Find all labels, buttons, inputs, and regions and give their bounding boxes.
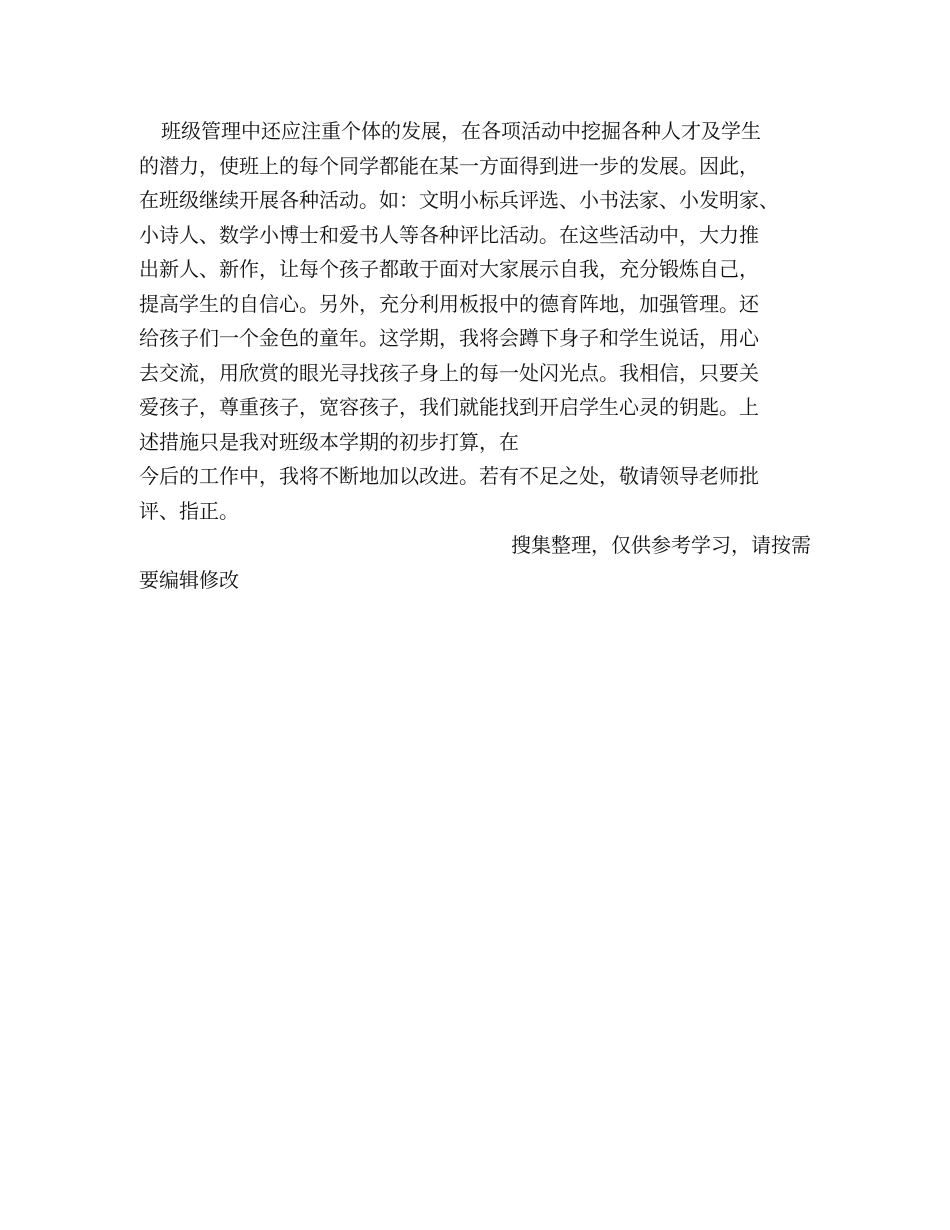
paragraph-line: 的潜力，使班上的每个同学都能在某一方面得到进一步的发展。因此， xyxy=(139,153,759,178)
paragraph-line: 述措施只是我对班级本学期的初步打算，在 xyxy=(139,429,519,454)
paragraph-line: 提高学生的自信心。另外，充分利用板报中的德育阵地，加强管理。还 xyxy=(139,291,759,316)
disclaimer-note-line: 搜集整理，仅供参考学习，请按需 xyxy=(511,533,811,557)
paragraph-line: 去交流，用欣赏的眼光寻找孩子身上的每一处闪光点。我相信，只要关 xyxy=(139,360,759,385)
paragraph-line: 出新人、新作，让每个孩子都敢于面对大家展示自我，充分锻炼自己， xyxy=(139,257,759,281)
disclaimer-note-line: 要编辑修改 xyxy=(139,567,239,592)
paragraph-line: 小诗人、数学小博士和爱书人等各种评比活动。在这些活动中，大力推 xyxy=(139,222,759,247)
document-body xyxy=(139,114,829,597)
paragraph-line: 爱孩子，尊重孩子，宽容孩子，我们就能找到开启学生心灵的钥匙。上 xyxy=(139,395,759,419)
paragraph-line: 今后的工作中，我将不断地加以改进。若有不足之处，敬请领导老师批 xyxy=(139,464,759,488)
paragraph-line: 给孩子们一个金色的童年。这学期，我将会蹲下身子和学生说话，用心 xyxy=(139,326,759,350)
paragraph-line: 在班级继续开展各种活动。如：文明小标兵评选、小书法家、小发明家、 xyxy=(139,188,779,212)
paragraph-line: 评、指正。 xyxy=(139,498,239,523)
paragraph-line: 班级管理中还应注重个体的发展，在各项活动中挖掘各种人才及学生 xyxy=(161,119,761,143)
